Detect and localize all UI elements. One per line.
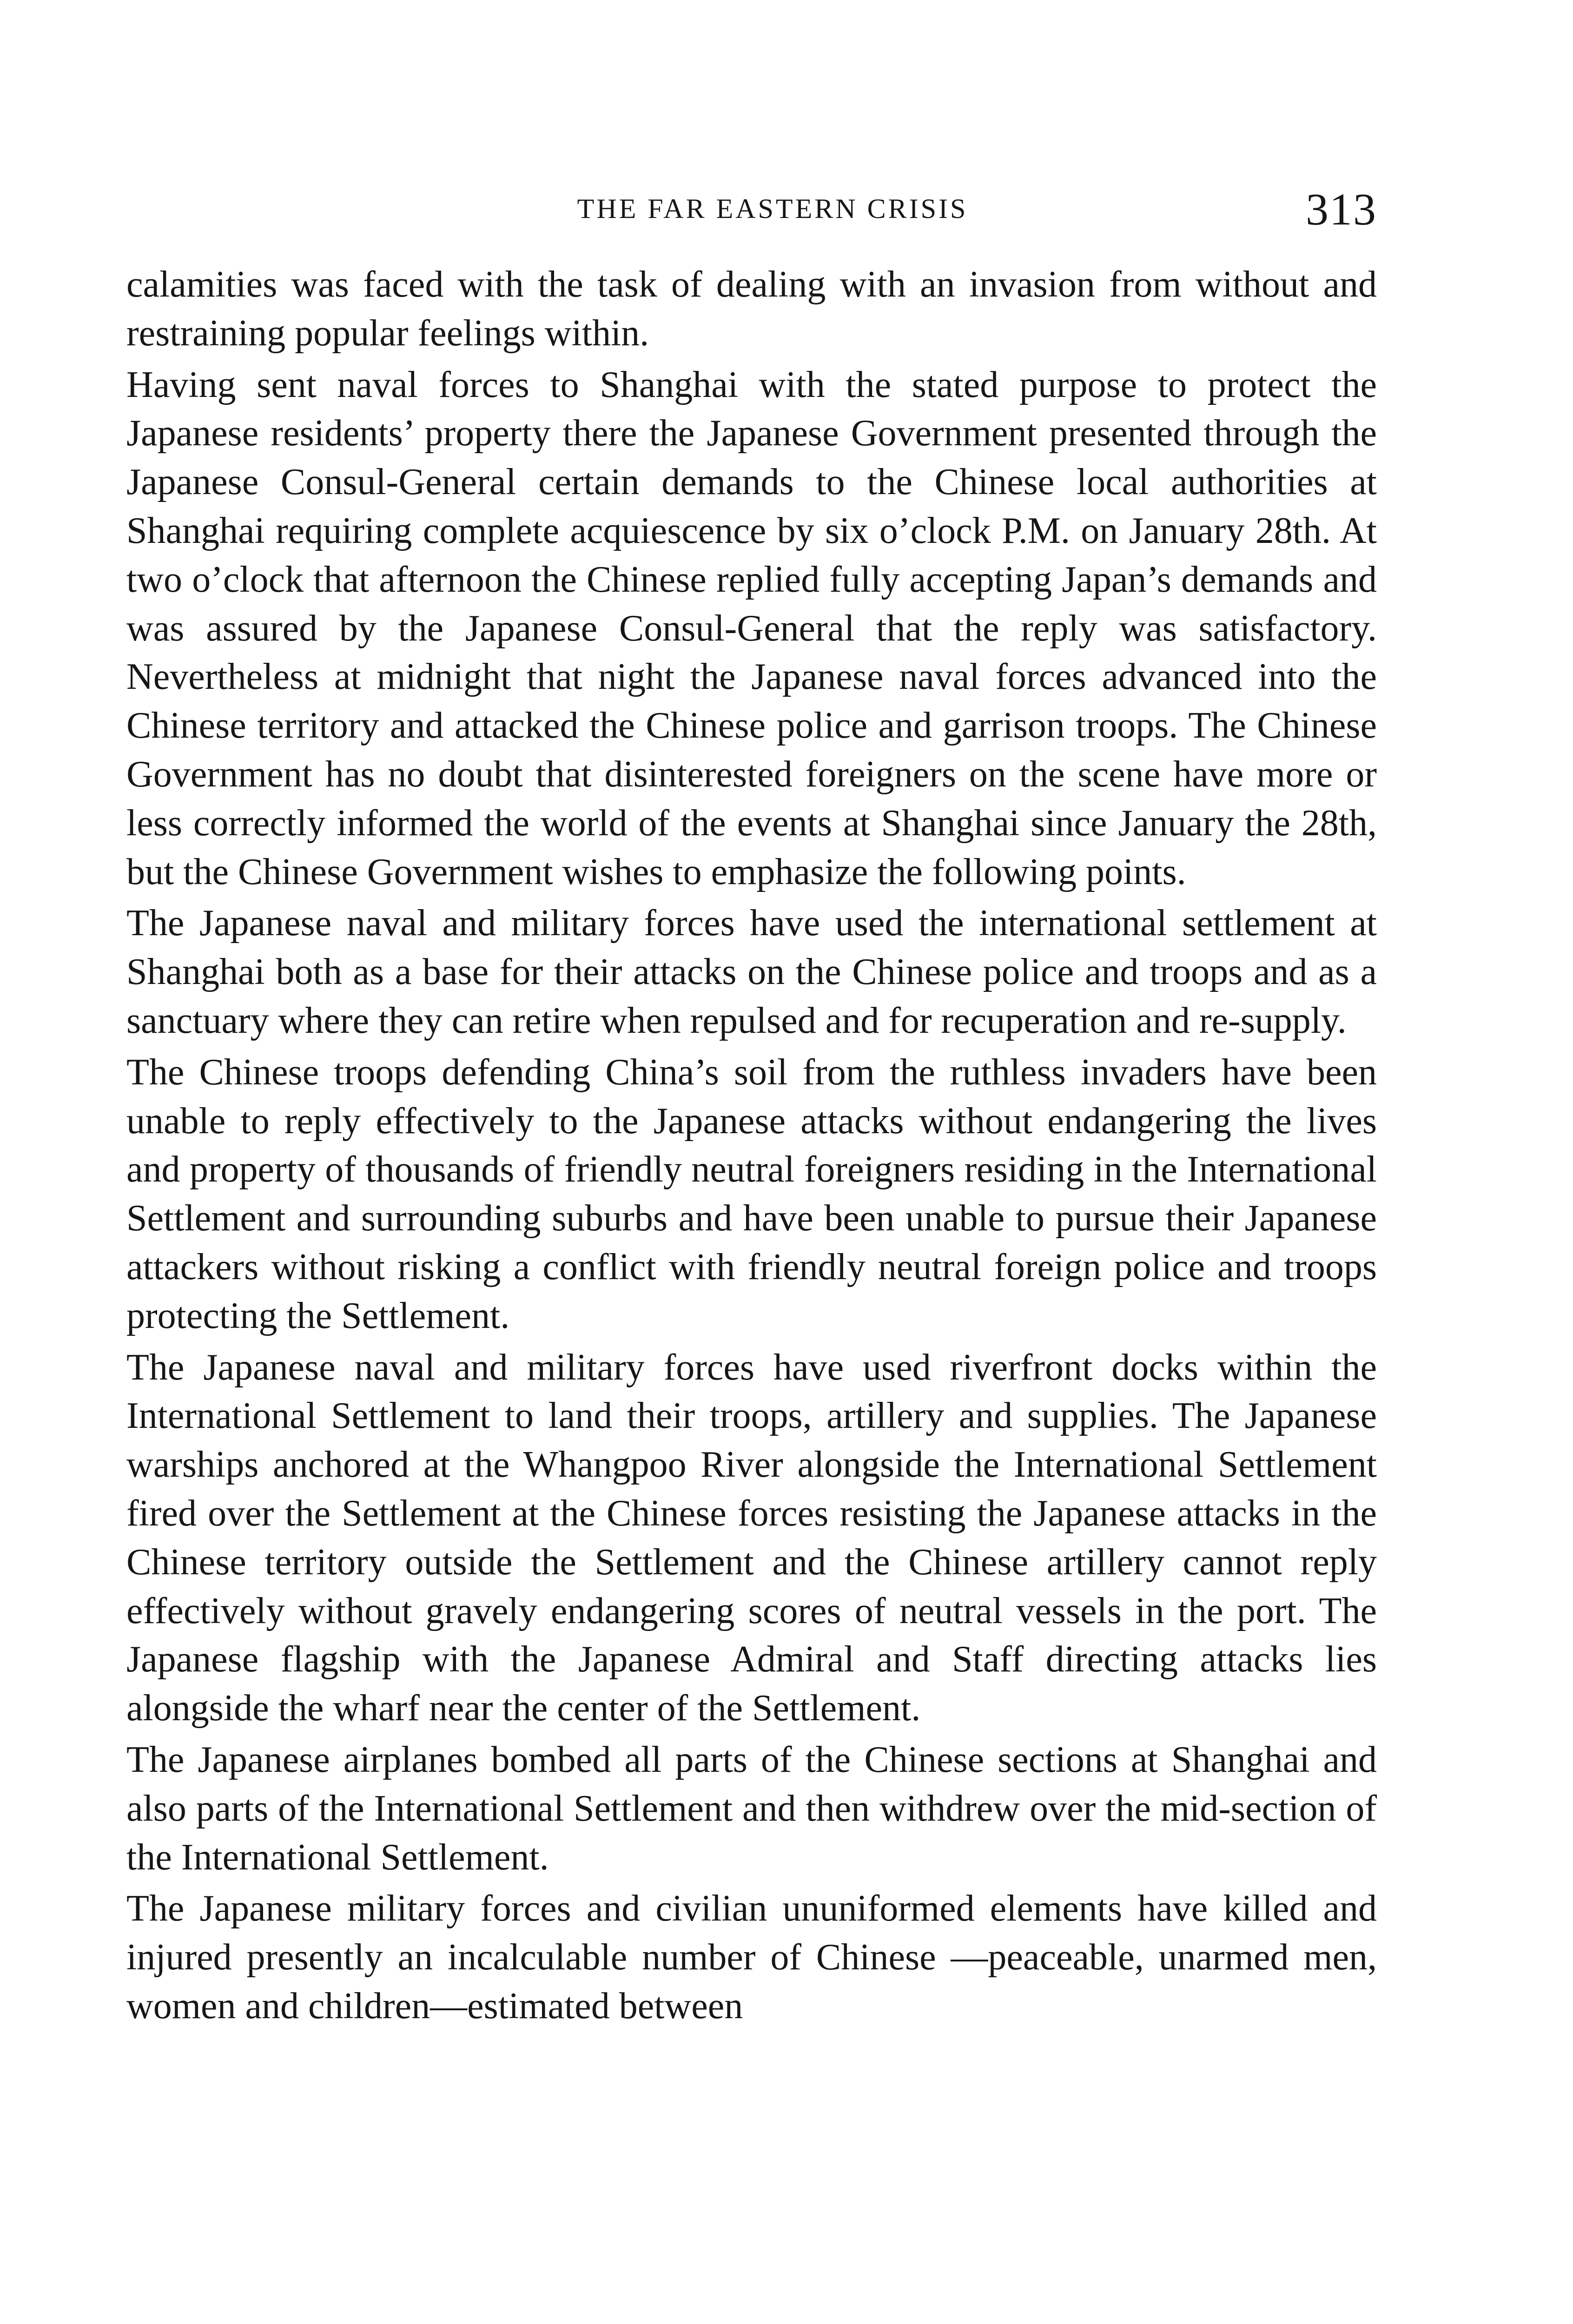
paragraph: The Chinese troops defending China’s soil from the ruthless invaders have been unable to reply effectively to the Japanese attacks without endangering the lives and property of thousands of friendly neutral foreigners residing in the International Settlement and surrounding suburbs and have been unable to pursue their Japanese attackers without risking a conflict with friendly neutral foreign police and troops protecting the Settlement.: [126, 1051, 1377, 1336]
paragraph: The Japanese military forces and civilian ununiformed elements have killed and injured presently an incalculable number of Chinese —peaceable, unarmed men, women and children—estimated between: [126, 1888, 1377, 2027]
paragraph: Having sent naval forces to Shanghai with the stated purpose to protect the Japanese residents’ property there the Japanese Government presented through the Japanese Consul-General certain demands to the Chinese local authorities at Shanghai requiring complete acquiescence by six o’clock P.M. on January 28th. At two o’clock that afternoon the Chinese replied fully accepting Japan’s demands and was assured by the Japanese Consul-General that the reply was satisfactory. Nevertheless at midnight that night the Japanese naval forces advanced into the Chinese territory and attacked the Chinese police and garrison troops. The Chinese Government has no doubt that disinterested foreigners on the scene have more or less correctly informed the world of the events at Shanghai since January the 28th, but the Chinese Government wishes to emphasize the following points.: [126, 364, 1377, 892]
running-title: THE FAR EASTERN CRISIS: [577, 193, 968, 224]
running-head: [126, 184, 1377, 235]
page-number: 313: [1306, 185, 1377, 235]
paragraph-continued: calamities was faced with the task of dealing with an invasion from without and restraining popular feelings within.: [126, 264, 1377, 354]
body-text: [126, 260, 1377, 2034]
paragraph: The Japanese airplanes bombed all parts of the Chinese sections at Shanghai and also parts of the International Settlement and then withdrew over the mid-section of the International Settlement.: [126, 1739, 1377, 1878]
paragraph: The Japanese naval and military forces have used riverfront docks within the International Settlement to land their troops, artillery and supplies. The Japanese warships anchored at the Whangpoo River alongside the International Settlement fired over the Settlement at the Chinese forces resisting the Japanese attacks in the Chinese territory outside the Settlement and the Chinese artillery cannot reply effectively without gravely endangering scores of neutral vessels in the port. The Japanese flagship with the Japanese Admiral and Staff directing attacks lies alongside the wharf near the center of the Settlement.: [126, 1347, 1377, 1729]
paragraph: The Japanese naval and military forces have used the international settlement at Shanghai both as a base for their attacks on the Chinese police and troops and as a sanctuary where they can retire when repulsed and for recuperation and re-supply.: [126, 903, 1377, 1041]
